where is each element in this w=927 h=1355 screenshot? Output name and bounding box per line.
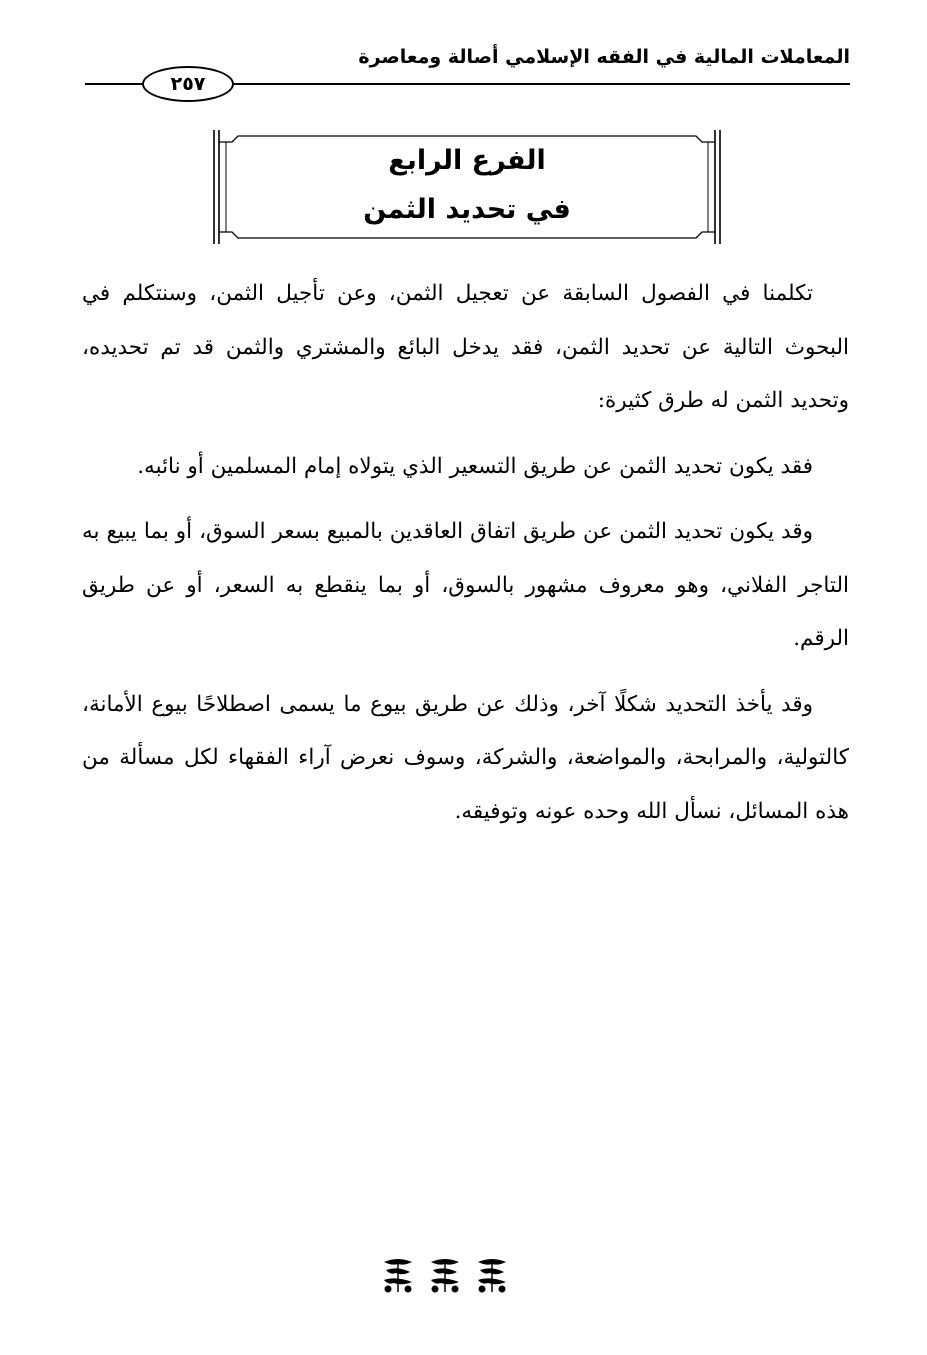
section-heading-frame — [212, 128, 722, 246]
paragraph: فقد يكون تحديد الثمن عن طريق التسعير الذي يتولاه إمام المسلمين أو نائبه. — [137, 453, 813, 479]
paragraph: وقد يأخذ التحديد شكلًا آخر، وذلك عن طريق بيوع ما يسمى اصطلاحًا بيوع الأمانة، كالتولية، والمرابحة، والمواضعة، والشركة، وسوف نعرض آراء الفقهاء لكل مسألة من هذه المسائل، نسأل الله وحده عونه وتوفيقه. — [82, 691, 849, 824]
body-text — [82, 267, 849, 850]
paragraph: وقد يكون تحديد الثمن عن طريق اتفاق العاقدين بالمبيع بسعر السوق، أو بما يبيع به التاجر الفلاني، وهو معروف مشهور بالسوق، أو بما ينقطع به السعر، أو عن طريق الرقم. — [82, 519, 849, 651]
page-number: ٢٥٧ — [142, 66, 234, 102]
paragraph: تكلمنا في الفصول السابقة عن تعجيل الثمن، وعن تأجيل الثمن، وسنتكلم في البحوث التالية عن تحديد الثمن، فقد يدخل البائع والمشتري والثمن قد تم تحديده، وتحديد الثمن له طرق كثيرة: — [82, 281, 849, 413]
heading-line-2: في تحديد الثمن — [363, 194, 571, 225]
running-title: المعاملات المالية في الفقه الإسلامي أصالة ومعاصرة — [358, 46, 850, 68]
page-header — [85, 38, 850, 108]
floral-ornament-icon — [474, 1256, 510, 1294]
floral-ornament-icon — [380, 1256, 416, 1294]
floral-ornament-icon — [427, 1256, 463, 1294]
footer-ornament — [380, 1255, 510, 1295]
heading-line-1: الفرع الرابع — [388, 145, 546, 176]
